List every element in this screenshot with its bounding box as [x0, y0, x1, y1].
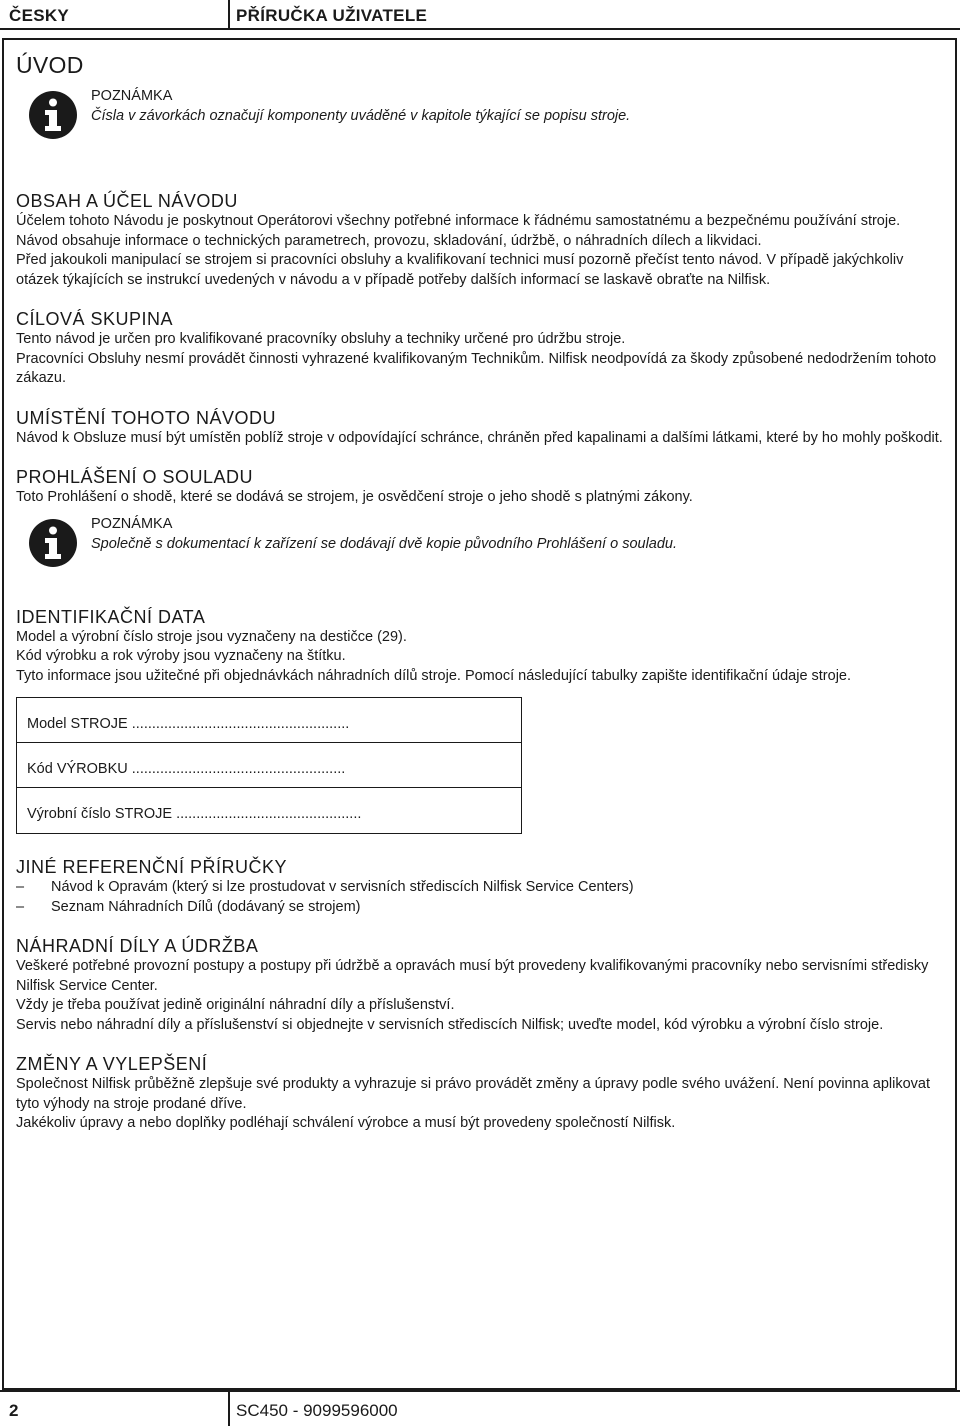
identification-line-3: Tyto informace jsou užitečné při objednávkách náhradních dílů stroje. Pomocí následující tabulky zapište identifikační údaje stroje.: [16, 667, 852, 684]
changes-paragraph-2: Jakékoliv úpravy a nebo doplňky podléhají schválení výrobce a musí být provedeny společností Nilfisk.: [16, 1115, 676, 1131]
target-paragraph-1: Tento návod je určen pro kvalifikované pracovníky obsluhy a techniky určené pro údržbu stroje.: [16, 331, 626, 347]
header-divider: [228, 0, 230, 30]
identification-heading: IDENTIFIKAČNÍ DATA: [16, 606, 206, 627]
document-body: [16, 50, 944, 1134]
spareparts-paragraph-3: Servis nebo náhradní díly a příslušenství si objednejte v servisních střediscích Nilfisk; uveďte model, kód výrobku a výrobní číslo stroje.: [16, 1016, 884, 1033]
list-marker: –: [16, 879, 25, 895]
content-paragraph-2: Před jakoukoli manipulací se strojem si pracovníci obsluhy a kvalifikovaní technici musí pozorně přečíst tento návod. V případě jakýchkoliv otázek týkajících se instrukcí uvedených v návodu a v případě potřeby dalších informací se laskavě obraťte na Nilfisk.: [16, 252, 904, 288]
page-footer: [0, 1390, 960, 1426]
target-paragraph-2: Pracovníci Obsluhy nesmí provádět činnosti vyhrazené kvalifikovaným Technikům. Nilfisk neodpovídá za škody způsobené nedodržením tohoto zákazu.: [16, 350, 937, 386]
spareparts-paragraph-1: Veškeré potřebné provozní postupy a postupy při údržbě a opravách musí být provedeny kvalifikovanými pracovníky nebo servisními středisky Nilfisk Service Center.: [16, 958, 929, 994]
table-row-product-code: Kód VÝROBKU .....................................................: [17, 743, 521, 788]
conformity-paragraph-1: Toto Prohlášení o shodě, které se dodává se strojem, je osvědčení stroje o jeho shodě s platnými zákony.: [16, 489, 693, 505]
page-number: 2: [9, 1401, 19, 1420]
spareparts-heading: NÁHRADNÍ DÍLY A ÚDRŽBA: [16, 936, 259, 956]
location-heading: UMÍSTĚNÍ TOHOTO NÁVODU: [16, 407, 277, 428]
target-heading: CÍLOVÁ SKUPINA: [16, 309, 174, 329]
identification-line-2: Kód výrobku a rok výroby jsou vyznačeny na štítku.: [16, 648, 346, 664]
identification-table: [16, 697, 522, 834]
header-title: PŘÍRUČKA UŽIVATELE: [236, 6, 428, 25]
info-icon: [28, 518, 78, 568]
note-text: Společně s dokumentací k zařízení se dodávají dvě kopie původního Prohlášení o souladu.: [91, 535, 678, 552]
list-item: [16, 898, 944, 918]
footer-divider: [228, 1392, 230, 1426]
references-heading: JINÉ REFERENČNÍ PŘÍRUČKY: [16, 857, 288, 877]
note-label: POZNÁMKA: [91, 88, 173, 104]
intro-note: [16, 86, 944, 146]
header-language: ČESKY: [9, 6, 70, 25]
info-icon: [28, 90, 78, 140]
footer-model: SC450 - 9099596000: [236, 1401, 398, 1420]
content-heading: OBSAH A ÚČEL NÁVODU: [16, 191, 238, 211]
list-marker: –: [16, 898, 25, 915]
spareparts-paragraph-2: Vždy je třeba používat jedině originální náhradní díly a příslušenství.: [16, 997, 455, 1013]
location-paragraph-1: Návod k Obsluze musí být umístěn poblíž stroje v odpovídající schránce, chráněn před kapalinami a dalšími látkami, které by ho mohly poškodit.: [16, 429, 943, 446]
table-row-serial-number: Výrobní číslo STROJE ..............................................: [27, 806, 362, 822]
conformity-heading: PROHLÁŠENÍ O SOULADU: [16, 467, 254, 487]
content-paragraph-1: Účelem tohoto Návodu je poskytnout Operátorovi všechny potřebné informace k řádnému samostatnému a bezpečnému používání stroje. Návod obsahuje informace o technických parametrech, provozu, skladování, údržbě, o náhradních dílech a likvidaci.: [16, 213, 901, 249]
note-label: POZNÁMKA: [91, 515, 173, 532]
conformity-note: [16, 514, 944, 574]
changes-paragraph-1: Společnost Nilfisk průběžně zlepšuje své produkty a vyhrazuje si právo provádět změny a úpravy podle svého uvážení. Není povinna aplikovat tyto výhody na stroje prodané dříve.: [16, 1076, 931, 1112]
page-header: [0, 0, 960, 30]
identification-line-1: Model a výrobní číslo stroje jsou vyznačeny na destičce (29).: [16, 628, 407, 645]
intro-heading: ÚVOD: [16, 52, 84, 78]
list-item-text: Seznam Náhradních Dílů (dodávaný se strojem): [51, 898, 361, 915]
note-text: Čísla v závorkách označují komponenty uváděné v kapitole týkající se popisu stroje.: [91, 108, 631, 124]
table-row-model: Model STROJE ......................................................: [17, 698, 521, 743]
list-item-text: Návod k Opravám (který si lze prostudovat v servisních střediscích Nilfisk Service Centers): [51, 879, 634, 895]
list-item: [16, 878, 944, 898]
changes-heading: ZMĚNY A VYLEPŠENÍ: [16, 1054, 208, 1074]
